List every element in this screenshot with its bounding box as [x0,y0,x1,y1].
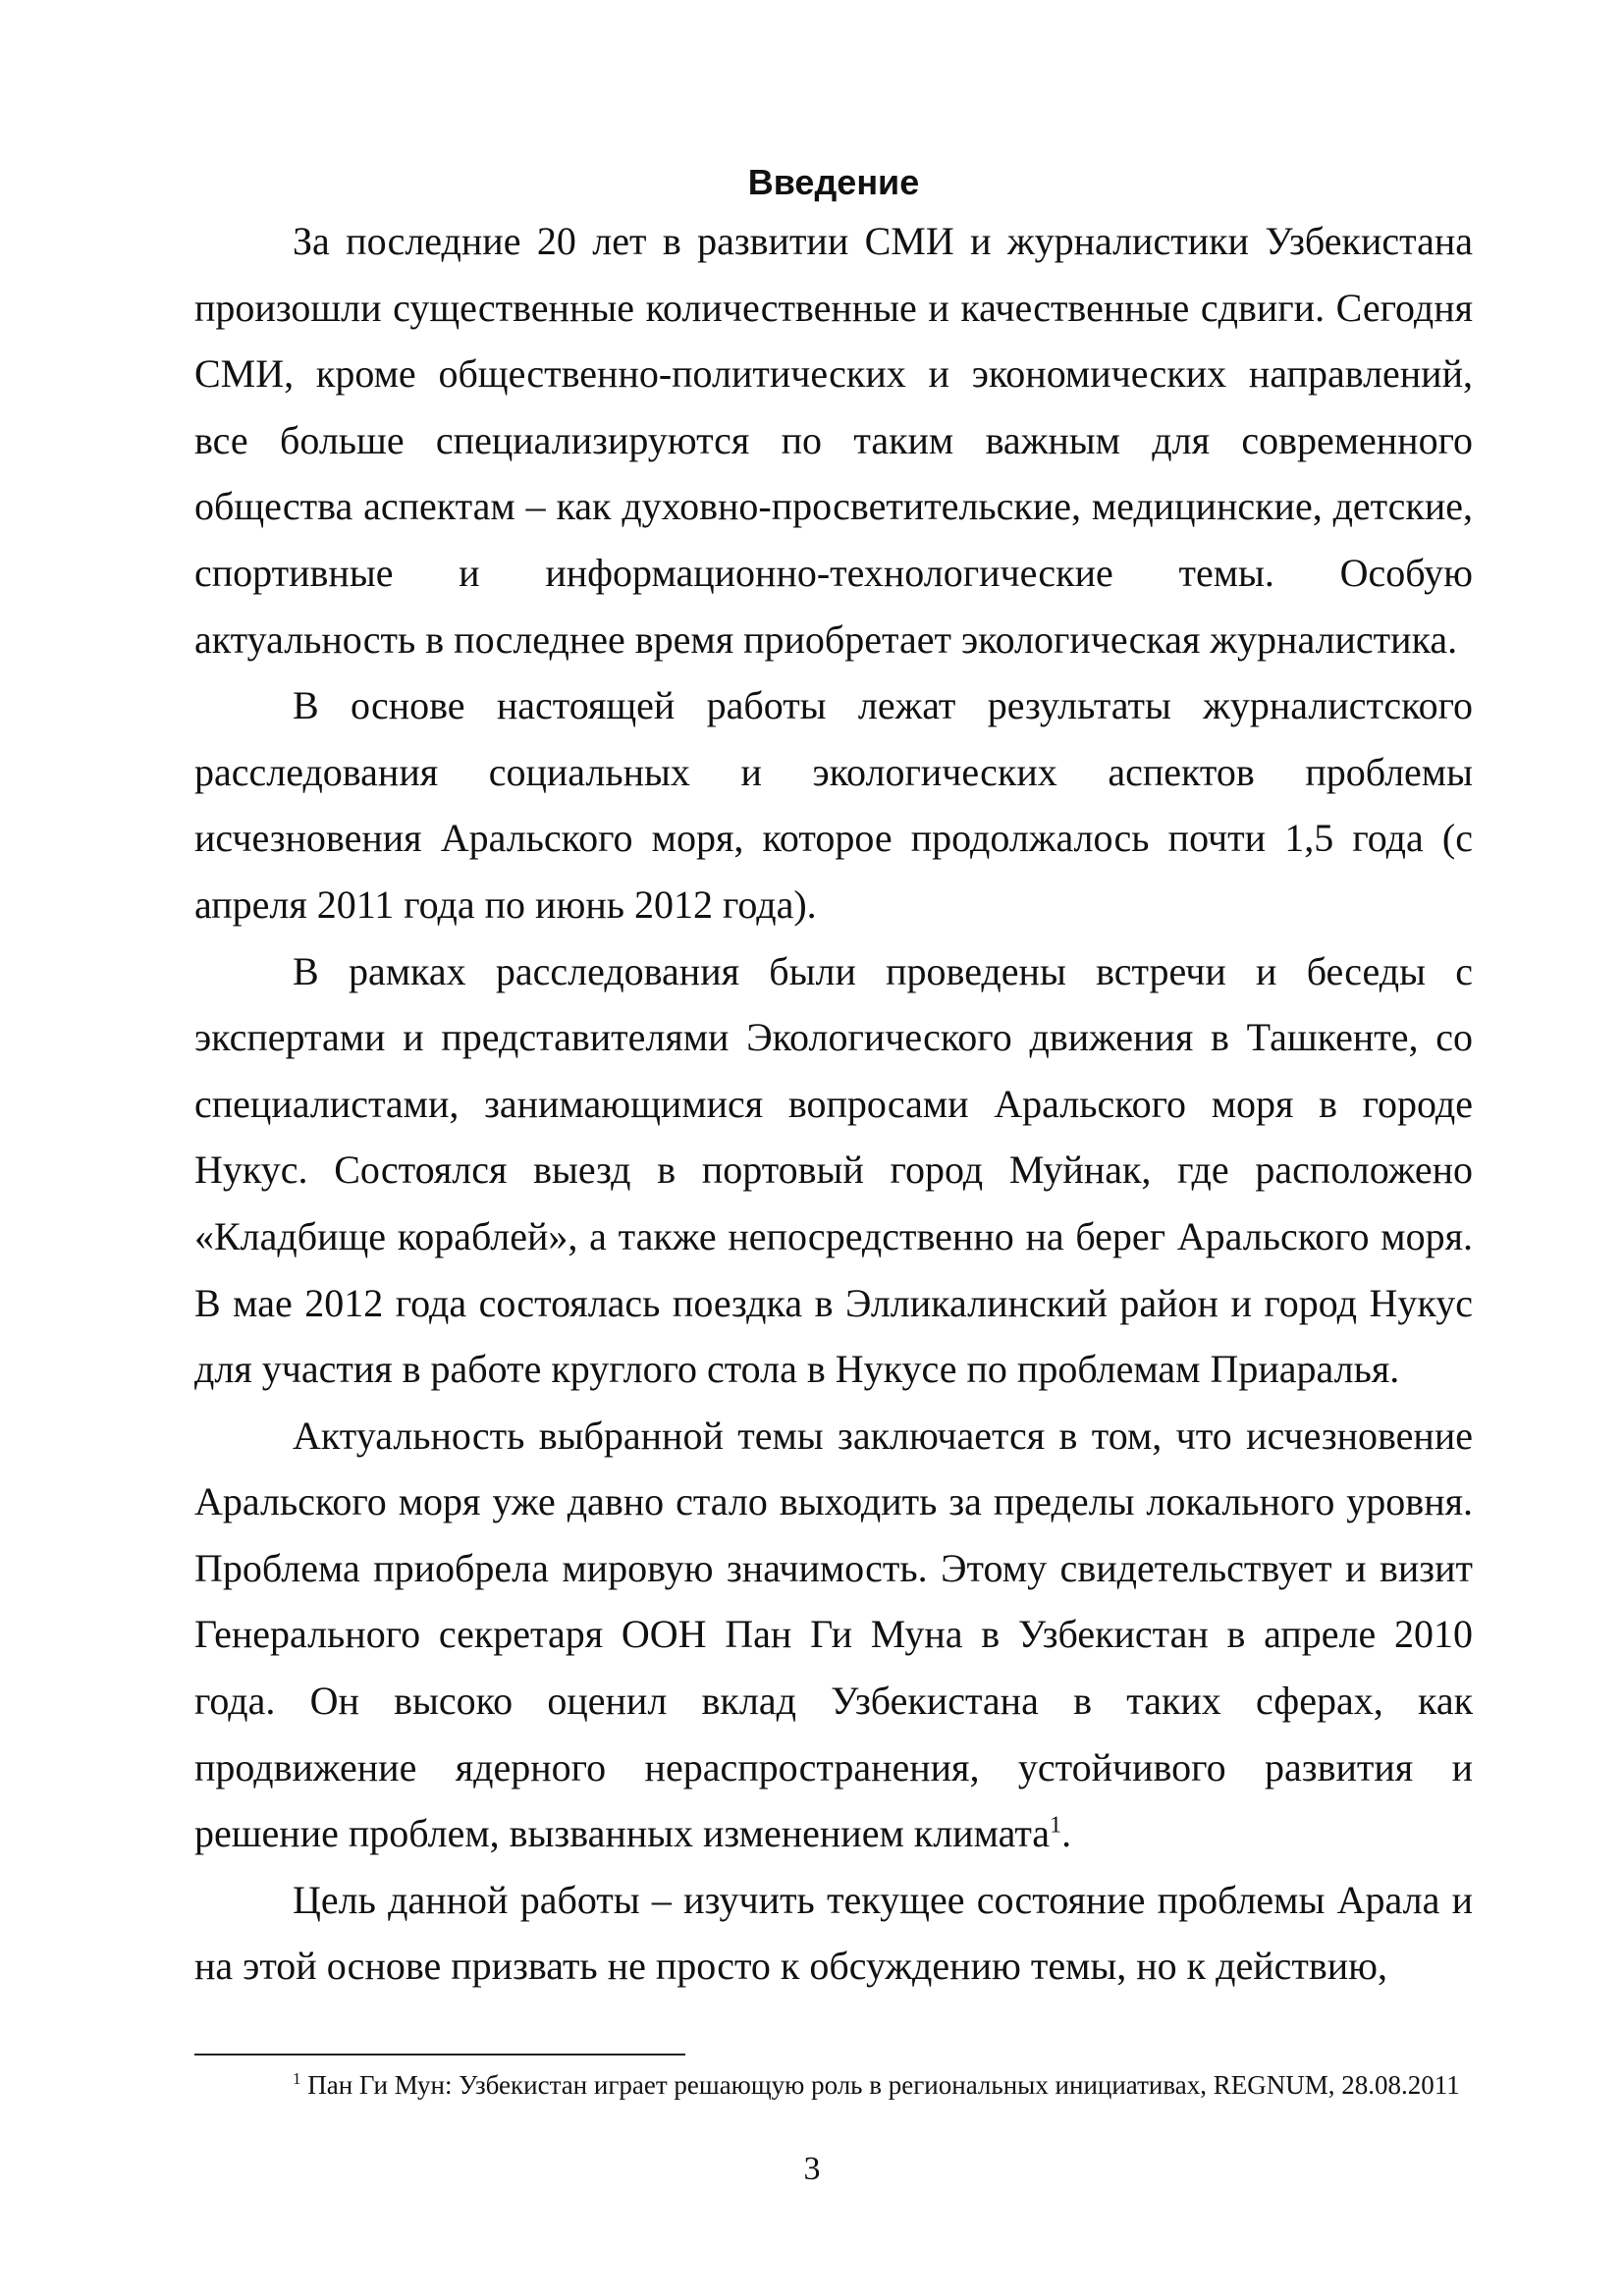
main-content [194,157,1473,2000]
footnote-reference[interactable]: 1 [1050,1812,1062,1839]
footnote-text: Пан Ги Мун: Узбекистан играет решающую роль в региональных инициативах, REGNUM, 28.08.2011 [300,2070,1460,2100]
paragraph-4 [194,1403,1473,1867]
footnote [194,2067,1473,2103]
paragraph-1: За последние 20 лет в развитии СМИ и журналистики Узбекистана произошли существенные количественные и качественные сдвиги. Сегодня СМИ, кроме общественно-политических и экономических направлений, все больше специализируются по таким важным для современного общества аспектам – как духовно-просветительские, медицинские, детские, спортивные и информационно-технологические темы. Особую актуальность в последнее время приобретает экологическая журналистика. [194,219,1473,662]
paragraph-4-text: Актуальность выбранной темы заключается в том, что исчезновение Аральского моря уже давно стало выходить за пределы локального уровня. Проблема приобрела мировую значимость. Этому свидетельствует и визит Генерального секретаря ООН Пан Ги Муна в Узбекистан в апреле 2010 года. Он высоко оценил вклад Узбекистана в таких сферах, как продвижение ядерного нераспространения, устойчивого развития и решение проблем, вызванных изменением климата [194,1413,1473,1856]
paragraph-3: В рамках расследования были проведены встречи и беседы с экспертами и представителями Экологического движения в Ташкенте, со специалистами, занимающимися вопросами Аральского моря в городе Нукус. Состоялся выезд в портовый город Муйнак, где расположено «Кладбище кораблей», а также непосредственно на берег Аральского моря. В мае 2012 года состоялась поездка в Элликалинский район и город Нукус для участия в работе круглого стола в Нукусе по проблемам Приаралья. [194,948,1473,1392]
section-heading: Введение [747,162,920,202]
page-number: 3 [803,2151,821,2187]
paragraph-4-end: . [1061,1811,1072,1856]
footnote-number: 1 [293,2069,301,2088]
footnote-separator [194,2054,685,2056]
paragraph-5: Цель данной работы – изучить текущее состояние проблемы Арала и на этой основе призвать не просто к обсуждению темы, но к действию, [194,1877,1473,1989]
paragraph-2: В основе настоящей работы лежат результаты журналистского расследования социальных и экологических аспектов проблемы исчезновения Аральского моря, которое продолжалось почти 1,5 года (с апреля 2011 года по июнь 2012 года). [194,683,1473,927]
